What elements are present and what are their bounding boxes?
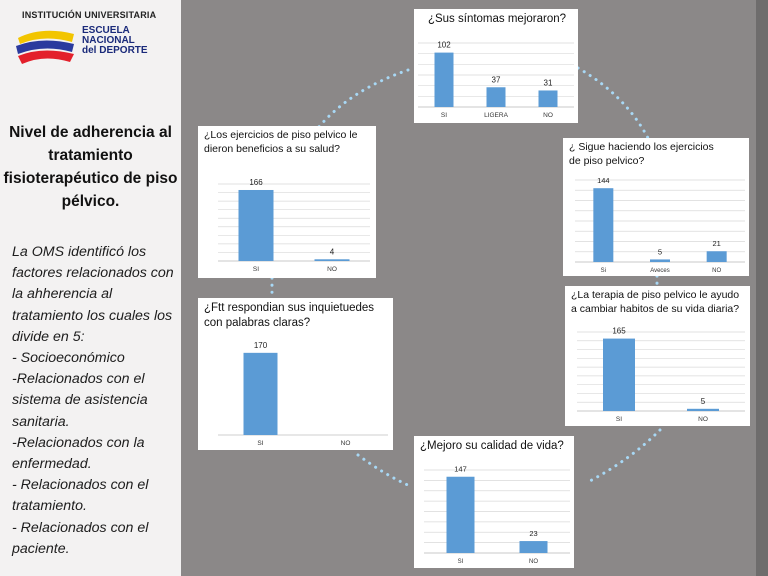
bar-no (315, 259, 350, 261)
chart-title: ¿Sus síntomas mejoraron? (427, 13, 567, 25)
chart-beneficios-salud (198, 126, 376, 278)
data-label: 5 (657, 247, 663, 257)
slide-body-text: La OMS identificó los factores relacionados con la ahherencia al tratamiento los cuales los divide en 5: - Socioeconómico -Relacionados con el sistema de asistencia sanitaria. -Relacionados con la enfermedad. - Relacionados con el tratamiento. - Relacionados con el paciente. (12, 244, 174, 557)
logo-name-line: ESCUELA (82, 25, 130, 36)
data-label: 165 (612, 326, 626, 336)
bar-no (687, 409, 719, 411)
chart-title: ¿Los ejercicios de piso pelvico le dieron beneficios a su salud? (204, 129, 358, 155)
data-label: 21 (712, 239, 721, 249)
bar-si (447, 477, 475, 553)
bar-no (707, 251, 727, 262)
bar-aveces (650, 259, 670, 262)
chart-cambiar-habitos (565, 286, 750, 426)
data-label: 147 (454, 464, 467, 474)
category-label: SI (252, 266, 260, 273)
chart-title: ¿Ftt respondian sus inquietuedes con palabras claras? (204, 302, 375, 329)
chart-title: ¿La terapia de piso pelvico le ayudo a cambiar habitos de su vida diaria? (571, 289, 740, 315)
logo-institution-text: INSTITUCIÓN UNIVERSITARIA (22, 10, 157, 20)
data-label: 144 (597, 176, 610, 186)
chart-plot (414, 436, 574, 568)
bar-no (539, 90, 558, 107)
chart-title: ¿ Sigue haciendo los ejercicios de piso pelvico? (569, 141, 714, 167)
category-label: LIGERA (484, 112, 508, 119)
category-label: NO (543, 112, 553, 119)
logo-name-line: NACIONAL (82, 35, 135, 46)
category-label: NO (698, 416, 708, 423)
bar-si (239, 190, 274, 261)
category-label: SI (440, 112, 448, 119)
category-label: NO (712, 268, 722, 274)
bar-si (593, 188, 613, 262)
bar-ligera (487, 87, 506, 107)
data-label: 166 (249, 177, 263, 187)
category-label: Aveces (650, 268, 670, 274)
chart-calidad-vida (414, 436, 574, 568)
data-label: 23 (529, 529, 538, 539)
bar-si (244, 353, 278, 435)
data-label: 102 (437, 40, 451, 50)
chart-ftt-respondian (198, 298, 393, 450)
category-label: SI (457, 559, 464, 565)
data-label: 170 (253, 340, 268, 350)
data-label: 5 (700, 396, 706, 406)
bar-si (603, 339, 635, 411)
category-label: Si (600, 268, 607, 274)
data-label: 37 (491, 75, 501, 85)
category-label: NO (529, 559, 538, 565)
chart-title: ¿Mejoro su calidad de vida? (420, 440, 564, 452)
category-label: NO (327, 266, 337, 273)
chart-sintomas-mejoraron (414, 9, 578, 123)
category-label: NO (340, 440, 351, 447)
data-label: 31 (543, 78, 553, 88)
bar-si (435, 53, 454, 107)
logo-name-line: del DEPORTE (82, 45, 148, 56)
chart-sigue-ejercicios (563, 138, 749, 276)
category-label: SI (615, 416, 623, 423)
bar-no (520, 541, 548, 553)
slide-title: Nivel de adherencia al tratamiento fisioterapéutico de piso pélvico. (3, 124, 178, 210)
category-label: SI (257, 440, 264, 447)
data-label: 4 (329, 247, 335, 257)
